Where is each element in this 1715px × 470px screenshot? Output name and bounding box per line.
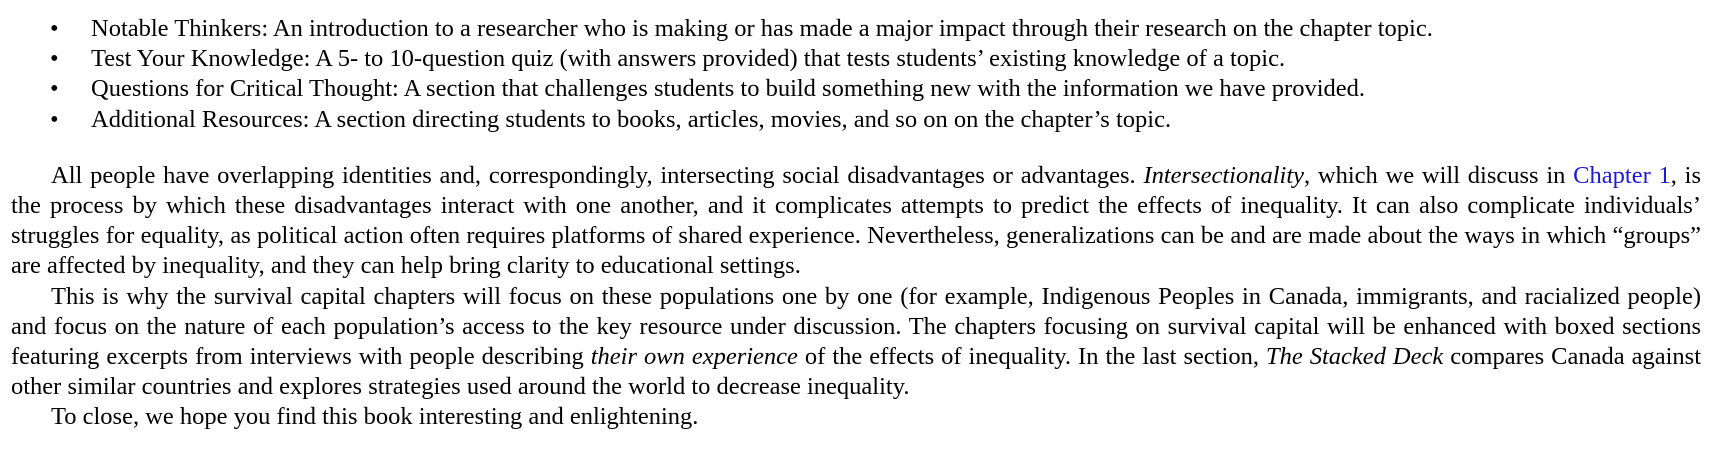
body-text [11, 161, 1701, 433]
bullet-item-test-your-knowledge [11, 44, 1701, 74]
feature-bullet-list [11, 14, 1701, 135]
bullet-item-critical-thought [11, 74, 1701, 104]
paragraph-text: , is the process by which these disadvantages interact with one another, and it complicates attempts to predict the effects of inequality. It can also complicate individuals’ struggles for equality, as political action often requires platforms of shared experience. Nevertheless, generalizations can be and are made about the ways in which “groups” are affected by inequality, and they can help bring clarity to educational settings. [11, 161, 1701, 280]
italic-term-intersectionality: Intersectionality [1143, 161, 1305, 189]
paragraph-closing [11, 402, 1701, 432]
bullet-text: Questions for Critical Thought: A section that challenges students to build something new with the information we have provided. [91, 75, 1366, 103]
bullet-marker: • [50, 15, 59, 42]
paragraph-text: of the effects of inequality. In the last section, [797, 343, 1266, 371]
bullet-marker: • [50, 105, 59, 133]
bullet-item-notable-thinkers [11, 14, 1701, 44]
book-title-the-stacked-deck: The Stacked Deck [1265, 343, 1444, 371]
bullet-marker: • [50, 45, 59, 73]
paragraph-text: All people have overlapping identities and, correspondingly, intersecting social disadvantages or advantages. [51, 161, 1144, 189]
chapter-1-link[interactable]: Chapter 1 [1573, 161, 1671, 189]
bullet-marker: • [50, 75, 59, 103]
bullet-text: Test Your Knowledge: A 5- to 10-question quiz (with answers provided) that tests students’ existing knowledge of a topic. [91, 45, 1286, 73]
bullet-text: Notable Thinkers: An introduction to a researcher who is making or has made a major impact through their research on the chapter topic. [91, 15, 1433, 42]
paragraph-text: This is why the survival capital chapters will focus on these populations one by one (for example, Indigenous Peoples in Canada, immigrants, and racialized people) and focus on the nature of each population’s access to the key resource under discussion. The chapters focusing on survival capital will be enhanced with boxed sections featuring excerpts from interviews with people describing [11, 282, 1701, 371]
bullet-text: Additional Resources: A section directing students to books, articles, movies, and so on on the chapter’s topic. [91, 105, 1172, 133]
paragraph-text: , which we will discuss in [1304, 161, 1574, 189]
paragraph-text: To close, we hope you find this book interesting and enlightening. [51, 403, 699, 431]
paragraph-intersectionality [11, 161, 1701, 282]
paragraph-survival-capital [11, 282, 1701, 403]
paragraph-text: compares Canada against other similar countries and explores strategies used around the world to decrease inequality. [11, 343, 1702, 401]
bullet-item-additional-resources [11, 105, 1701, 135]
italic-emphasis-own-experience: their own experience [590, 343, 798, 371]
